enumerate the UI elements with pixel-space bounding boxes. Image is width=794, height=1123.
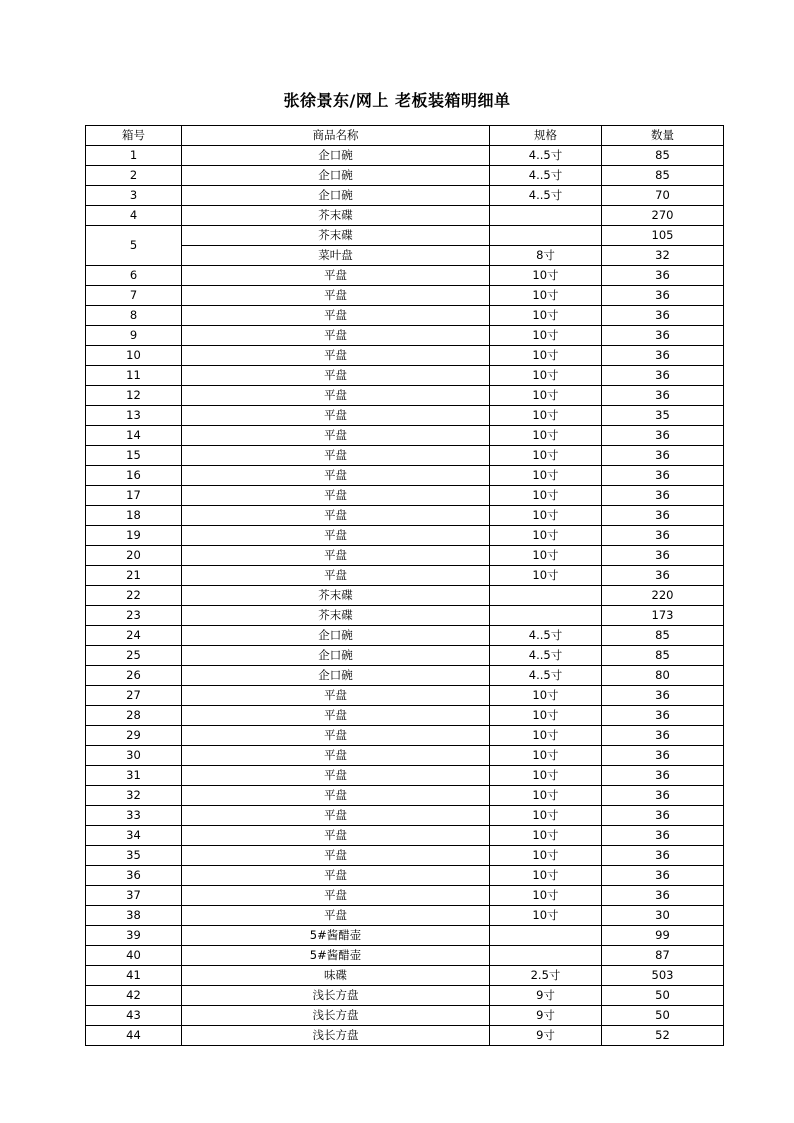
table-row [86,406,724,426]
box-number-cell: 17 [86,486,182,506]
box-number-cell: 16 [86,466,182,486]
quantity-cell: 36 [602,786,724,806]
product-name-cell: 平盘 [182,786,490,806]
product-name-cell: 5#酱醋壶 [182,946,490,966]
quantity-cell: 36 [602,706,724,726]
specification-cell: 10寸 [490,426,602,446]
quantity-cell: 85 [602,166,724,186]
quantity-cell: 52 [602,1026,724,1046]
quantity-cell: 36 [602,746,724,766]
quantity-cell: 36 [602,346,724,366]
box-number-cell: 10 [86,346,182,366]
quantity-cell: 36 [602,806,724,826]
specification-cell [490,946,602,966]
table-row [86,226,724,246]
table-row [86,166,724,186]
product-name-cell: 平盘 [182,866,490,886]
quantity-cell: 30 [602,906,724,926]
product-name-cell: 平盘 [182,346,490,366]
product-name-cell: 平盘 [182,506,490,526]
box-number-cell: 35 [86,846,182,866]
table-row [86,146,724,166]
box-number-cell: 14 [86,426,182,446]
quantity-cell: 36 [602,526,724,546]
quantity-cell: 173 [602,606,724,626]
header-specification: 规格 [490,126,602,146]
specification-cell: 10寸 [490,706,602,726]
quantity-cell: 36 [602,546,724,566]
product-name-cell: 芥末碟 [182,226,490,246]
quantity-cell: 50 [602,1006,724,1026]
specification-cell: 10寸 [490,486,602,506]
table-row [86,806,724,826]
quantity-cell: 36 [602,286,724,306]
product-name-cell: 企口碗 [182,646,490,666]
specification-cell: 10寸 [490,446,602,466]
table-row [86,1026,724,1046]
product-name-cell: 平盘 [182,726,490,746]
document-title: 张徐景东/网上 老板装箱明细单 [283,91,511,110]
product-name-cell: 浅长方盘 [182,986,490,1006]
product-name-cell: 浅长方盘 [182,1006,490,1026]
specification-cell: 10寸 [490,366,602,386]
specification-cell: 10寸 [490,466,602,486]
product-name-cell: 菜叶盘 [182,246,490,266]
specification-cell: 10寸 [490,726,602,746]
specification-cell: 10寸 [490,846,602,866]
quantity-cell: 270 [602,206,724,226]
specification-cell: 10寸 [490,386,602,406]
table-row [86,926,724,946]
specification-cell: 4..5寸 [490,646,602,666]
box-number-cell: 9 [86,326,182,346]
header-product-name: 商品名称 [182,126,490,146]
table-row [86,446,724,466]
table-row [86,186,724,206]
table-row [86,726,724,746]
quantity-cell: 36 [602,386,724,406]
box-number-cell: 42 [86,986,182,1006]
quantity-cell: 36 [602,266,724,286]
table-row [86,946,724,966]
table-row [86,966,724,986]
box-number-cell: 21 [86,566,182,586]
table-row [86,1006,724,1026]
box-number-cell: 41 [86,966,182,986]
specification-cell: 10寸 [490,766,602,786]
quantity-cell: 85 [602,146,724,166]
box-number-cell: 22 [86,586,182,606]
specification-cell: 10寸 [490,826,602,846]
box-number-cell: 28 [86,706,182,726]
specification-cell: 10寸 [490,406,602,426]
box-number-cell: 24 [86,626,182,646]
box-number-cell: 20 [86,546,182,566]
box-number-cell: 7 [86,286,182,306]
specification-cell [490,206,602,226]
box-number-cell: 2 [86,166,182,186]
table-row [86,286,724,306]
table-row [86,626,724,646]
specification-cell: 10寸 [490,346,602,366]
table-row [86,386,724,406]
product-name-cell: 平盘 [182,766,490,786]
table-row [86,506,724,526]
box-number-cell: 19 [86,526,182,546]
box-number-cell: 3 [86,186,182,206]
table-row [86,986,724,1006]
specification-cell: 10寸 [490,866,602,886]
product-name-cell: 平盘 [182,266,490,286]
specification-cell: 2.5寸 [490,966,602,986]
quantity-cell: 36 [602,826,724,846]
specification-cell: 10寸 [490,686,602,706]
product-name-cell: 平盘 [182,366,490,386]
specification-cell: 10寸 [490,266,602,286]
product-name-cell: 企口碗 [182,626,490,646]
quantity-cell: 36 [602,566,724,586]
product-name-cell: 平盘 [182,566,490,586]
box-number-cell: 32 [86,786,182,806]
box-number-cell: 37 [86,886,182,906]
header-box-number: 箱号 [86,126,182,146]
table-row [86,546,724,566]
specification-cell [490,226,602,246]
quantity-cell: 36 [602,686,724,706]
table-row [86,846,724,866]
box-number-cell: 1 [86,146,182,166]
quantity-cell: 85 [602,626,724,646]
box-number-cell: 25 [86,646,182,666]
table-row [86,206,724,226]
quantity-cell: 50 [602,986,724,1006]
specification-cell: 10寸 [490,746,602,766]
specification-cell: 10寸 [490,506,602,526]
product-name-cell: 平盘 [182,846,490,866]
quantity-cell: 80 [602,666,724,686]
specification-cell: 9寸 [490,1006,602,1026]
table-row [86,706,724,726]
table-row [86,566,724,586]
product-name-cell: 平盘 [182,306,490,326]
quantity-cell: 36 [602,446,724,466]
box-number-cell: 39 [86,926,182,946]
product-name-cell: 浅长方盘 [182,1026,490,1046]
box-number-cell: 44 [86,1026,182,1046]
box-number-cell: 23 [86,606,182,626]
quantity-cell: 36 [602,766,724,786]
specification-cell: 4..5寸 [490,146,602,166]
specification-cell: 10寸 [490,546,602,566]
quantity-cell: 36 [602,426,724,446]
quantity-cell: 36 [602,726,724,746]
product-name-cell: 平盘 [182,746,490,766]
product-name-cell: 平盘 [182,826,490,846]
specification-cell: 10寸 [490,326,602,346]
specification-cell: 10寸 [490,306,602,326]
specification-cell [490,926,602,946]
header-row [86,126,724,146]
box-number-cell: 30 [86,746,182,766]
table-row [86,646,724,666]
quantity-cell: 220 [602,586,724,606]
quantity-cell: 99 [602,926,724,946]
table-row [86,326,724,346]
box-number-cell: 36 [86,866,182,886]
table-row [86,746,724,766]
table-row [86,426,724,446]
quantity-cell: 105 [602,226,724,246]
product-name-cell: 平盘 [182,406,490,426]
box-number-cell: 13 [86,406,182,426]
header-quantity: 数量 [602,126,724,146]
table-row [86,526,724,546]
product-name-cell: 平盘 [182,886,490,906]
table-row [86,586,724,606]
table-row [86,786,724,806]
specification-cell: 8寸 [490,246,602,266]
box-number-cell: 43 [86,1006,182,1026]
quantity-cell: 36 [602,306,724,326]
product-name-cell: 平盘 [182,466,490,486]
box-number-cell: 18 [86,506,182,526]
product-name-cell: 平盘 [182,706,490,726]
quantity-cell: 36 [602,466,724,486]
table-row [86,826,724,846]
quantity-cell: 36 [602,886,724,906]
specification-cell: 10寸 [490,786,602,806]
product-name-cell: 5#酱醋壶 [182,926,490,946]
product-name-cell: 企口碗 [182,146,490,166]
box-number-cell: 38 [86,906,182,926]
product-name-cell: 平盘 [182,526,490,546]
box-number-cell: 12 [86,386,182,406]
quantity-cell: 85 [602,646,724,666]
box-number-cell: 5 [86,226,182,266]
quantity-cell: 36 [602,506,724,526]
product-name-cell: 芥末碟 [182,586,490,606]
box-number-cell: 8 [86,306,182,326]
quantity-cell: 35 [602,406,724,426]
box-number-cell: 34 [86,826,182,846]
box-number-cell: 4 [86,206,182,226]
product-name-cell: 平盘 [182,386,490,406]
box-number-cell: 31 [86,766,182,786]
quantity-cell: 36 [602,866,724,886]
box-number-cell: 15 [86,446,182,466]
table-row [86,466,724,486]
box-number-cell: 26 [86,666,182,686]
specification-cell: 10寸 [490,806,602,826]
table-row [86,246,724,266]
specification-cell: 10寸 [490,906,602,926]
product-name-cell: 企口碗 [182,166,490,186]
specification-cell: 4..5寸 [490,626,602,646]
table-row [86,666,724,686]
quantity-cell: 87 [602,946,724,966]
quantity-cell: 36 [602,846,724,866]
specification-cell: 4..5寸 [490,166,602,186]
specification-cell: 9寸 [490,1026,602,1046]
product-name-cell: 平盘 [182,486,490,506]
specification-cell: 9寸 [490,986,602,1006]
table-row [86,686,724,706]
box-number-cell: 40 [86,946,182,966]
quantity-cell: 503 [602,966,724,986]
quantity-cell: 70 [602,186,724,206]
specification-cell: 10寸 [490,886,602,906]
table-row [86,266,724,286]
box-number-cell: 6 [86,266,182,286]
table-row [86,766,724,786]
specification-cell [490,606,602,626]
product-name-cell: 平盘 [182,546,490,566]
product-name-cell: 企口碗 [182,186,490,206]
quantity-cell: 36 [602,366,724,386]
specification-cell: 10寸 [490,566,602,586]
quantity-cell: 36 [602,326,724,346]
specification-cell: 4..5寸 [490,186,602,206]
product-name-cell: 平盘 [182,686,490,706]
table-row [86,866,724,886]
table-row [86,886,724,906]
table-row [86,486,724,506]
specification-cell: 10寸 [490,286,602,306]
table-row [86,906,724,926]
product-name-cell: 味碟 [182,966,490,986]
box-number-cell: 33 [86,806,182,826]
table-row [86,306,724,326]
product-name-cell: 平盘 [182,906,490,926]
table-body [86,146,724,1046]
table-row [86,346,724,366]
product-name-cell: 平盘 [182,286,490,306]
box-number-cell: 29 [86,726,182,746]
product-name-cell: 芥末碟 [182,606,490,626]
specification-cell: 4..5寸 [490,666,602,686]
quantity-cell: 36 [602,486,724,506]
quantity-cell: 32 [602,246,724,266]
product-name-cell: 芥末碟 [182,206,490,226]
table-row [86,606,724,626]
product-name-cell: 企口碗 [182,666,490,686]
specification-cell: 10寸 [490,526,602,546]
product-name-cell: 平盘 [182,426,490,446]
product-name-cell: 平盘 [182,326,490,346]
packing-list-table [85,125,724,1046]
product-name-cell: 平盘 [182,446,490,466]
table-row [86,366,724,386]
box-number-cell: 11 [86,366,182,386]
table-header [86,126,724,146]
box-number-cell: 27 [86,686,182,706]
specification-cell [490,586,602,606]
product-name-cell: 平盘 [182,806,490,826]
